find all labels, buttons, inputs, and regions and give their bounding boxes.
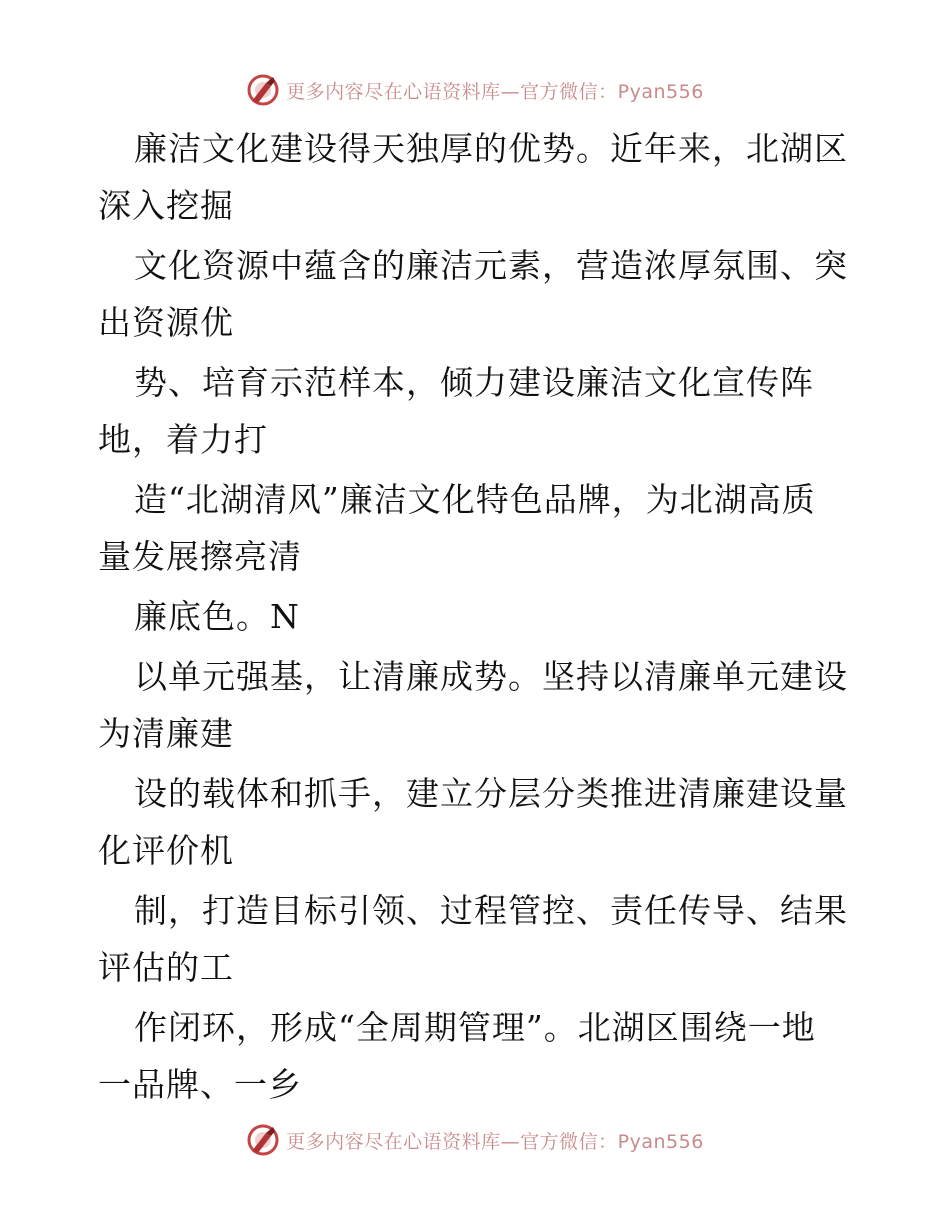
paragraph	[98, 765, 858, 879]
paragraph	[98, 882, 858, 996]
text-line: 廉洁文化建设得天独厚的优势。近年来，北湖区	[134, 129, 848, 168]
text-line: 制，打造目标引领、过程管控、责任传导、结果	[134, 891, 848, 930]
pen-logo-icon	[246, 73, 280, 107]
document-body	[98, 120, 858, 1113]
text-line: 文化资源中蕴含的廉洁元素，营造浓厚氛围、突	[134, 246, 848, 285]
paragraph	[98, 588, 858, 645]
paragraph	[98, 354, 858, 468]
paragraph	[98, 471, 858, 585]
paragraph	[98, 648, 858, 762]
header-watermark	[0, 70, 950, 110]
text-line: 出资源优	[98, 303, 234, 342]
watermark-text: 更多内容尽在心语资料库—官方微信：Pyan556	[286, 1130, 704, 1153]
text-line: 地，着力打	[98, 420, 268, 459]
text-line: 一品牌、一乡	[98, 1065, 302, 1104]
watermark-text: 更多内容尽在心语资料库—官方微信：Pyan556	[286, 80, 704, 103]
paragraph	[98, 999, 858, 1113]
text-line: 化评价机	[98, 831, 234, 870]
footer-watermark	[0, 1120, 950, 1160]
pen-logo-icon	[246, 1123, 280, 1157]
text-line: 以单元强基，让清廉成势。坚持以清廉单元建设	[134, 657, 848, 696]
text-line: 为清廉建	[98, 714, 234, 753]
text-line: 作闭环，形成“全周期管理”。北湖区围绕一地	[134, 1008, 816, 1047]
text-line: 造“北湖清风”廉洁文化特色品牌，为北湖高质	[134, 480, 816, 519]
text-line: 评估的工	[98, 948, 234, 987]
paragraph	[98, 237, 858, 351]
text-line: 量发展擦亮清	[98, 537, 302, 576]
text-line: 廉底色。N	[134, 597, 300, 636]
paragraph	[98, 120, 858, 234]
text-line: 势、培育示范样本，倾力建设廉洁文化宣传阵	[134, 363, 814, 402]
text-line: 深入挖掘	[98, 186, 234, 225]
text-line: 设的载体和抓手，建立分层分类推进清廉建设量	[134, 774, 848, 813]
